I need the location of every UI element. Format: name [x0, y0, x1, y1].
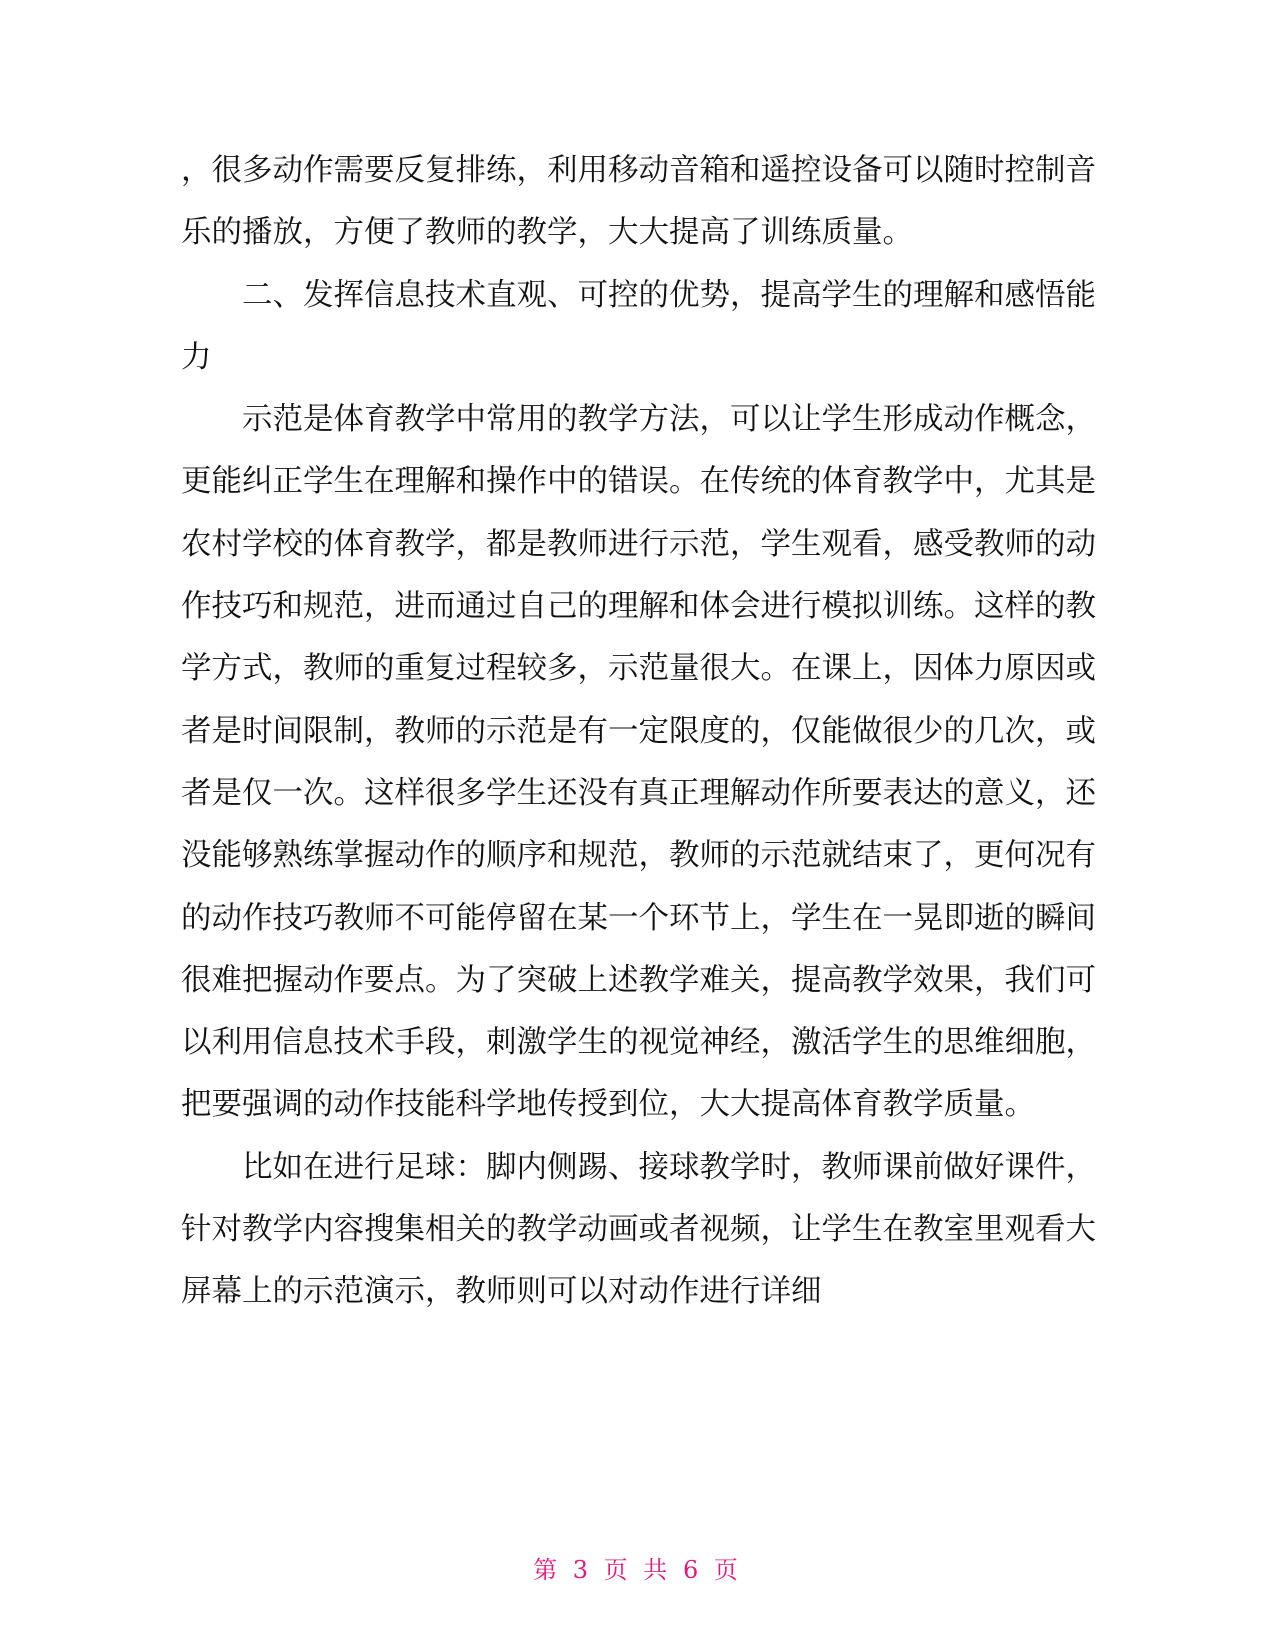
- document-body: [181, 140, 1096, 1324]
- section-heading: 二、发挥信息技术直观、可控的优势，提高学生的理解和感悟能力: [181, 277, 1096, 375]
- paragraph-continuation: ，很多动作需要反复排练，利用移动音箱和遥控设备可以随时控制音乐的播放，方便了教师的教学，大大提高了训练质量。: [181, 153, 1096, 251]
- paragraph-demonstration: 示范是体育教学中常用的教学方法，可以让学生形成动作概念，更能纠正学生在理解和操作中的错误。在传统的体育教学中，尤其是农村学校的体育教学，都是教师进行示范，学生观看，感受教师的动作技巧和规范，进而通过自己的理解和体会进行模拟训练。这样的教学方式，教师的重复过程较多，示范量很大。在课上，因体力原因或者是时间限制，教师的示范是有一定限度的，仅能做很少的几次，或者是仅一次。这样很多学生还没有真正理解动作所要表达的意义，还没能够熟练掌握动作的顺序和规范，教师的示范就结束了，更何况有的动作技巧教师不可能停留在某一个环节上，学生在一晃即逝的瞬间很难把握动作要点。为了突破上述教学难关，提高教学效果，我们可以利用信息技术手段，刺激学生的视觉神经，激活学生的思维细胞，把要强调的动作技能科学地传授到位，大大提高体育教学质量。: [181, 402, 1096, 1123]
- paragraph-football-example: 比如在进行足球：脚内侧踢、接球教学时，教师课前做好课件，针对教学内容搜集相关的教学动画或者视频，让学生在教室里观看大屏幕上的示范演示，教师则可以对动作进行详细: [181, 1149, 1096, 1310]
- page-number-footer: 第 3 页 共 6 页: [533, 1556, 742, 1584]
